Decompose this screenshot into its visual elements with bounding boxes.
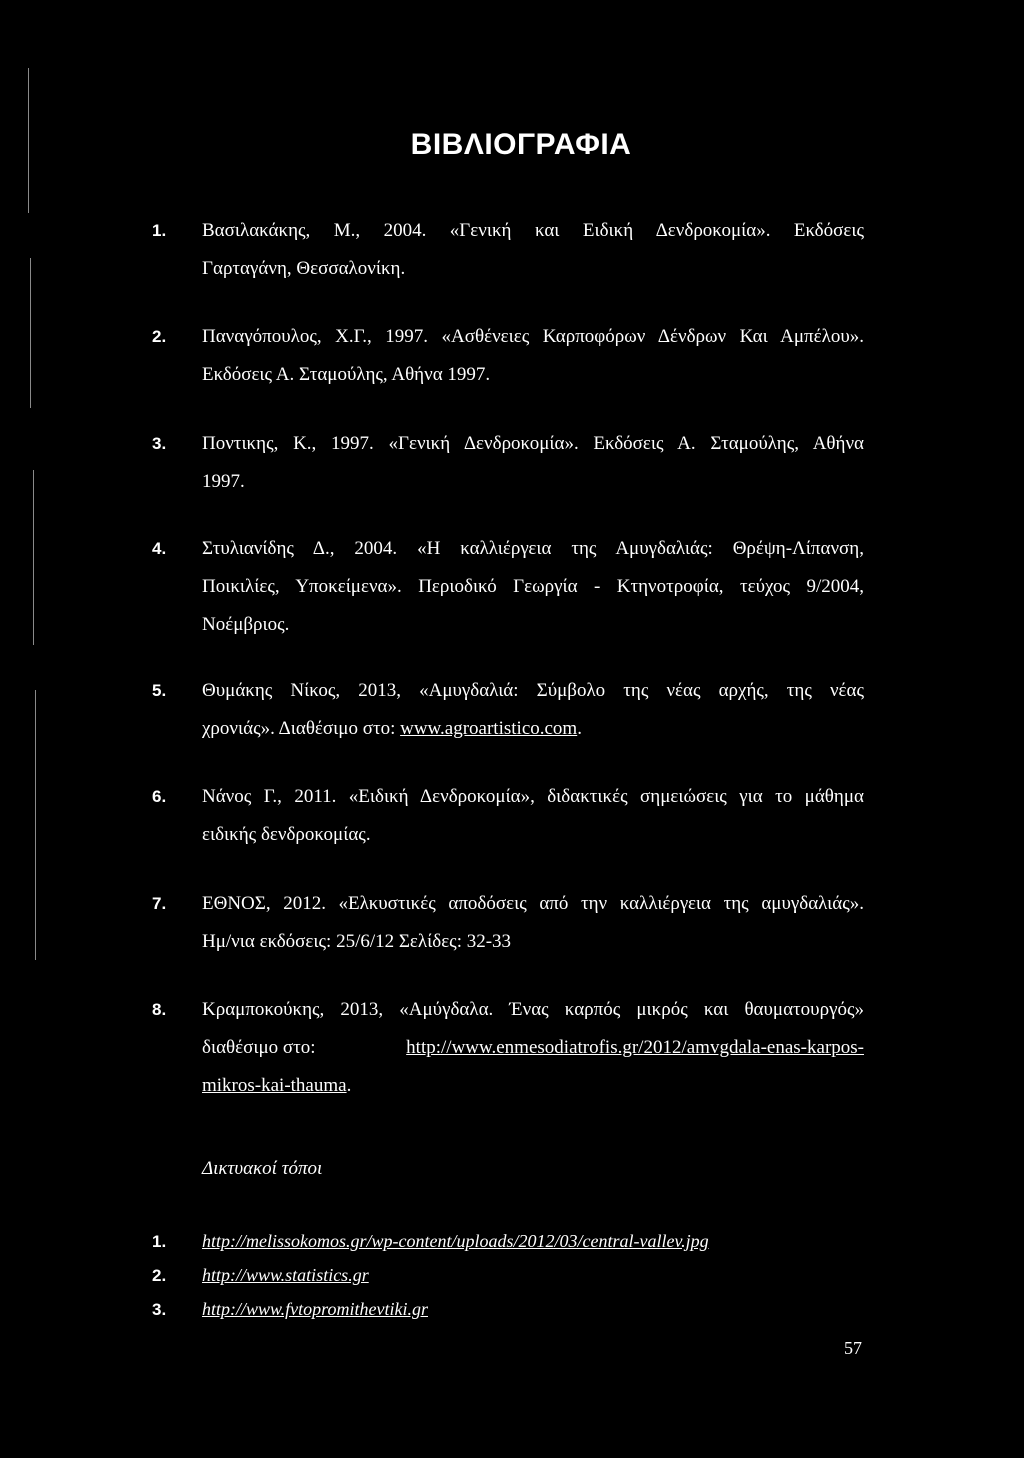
reference-text-line: Παναγόπουλος, Χ.Γ., 1997. «Ασθένειες Καρποφόρων Δένδρων Και Αμπέλου».	[202, 326, 864, 347]
reference-item	[152, 214, 864, 285]
reference-text-line: Ποντικης, Κ., 1997. «Γενική Δενδροκομία». Εκδόσεις Α. Σταμούλης, Αθήνα	[202, 433, 864, 454]
reference-text-line: Εκδόσεις Α. Σταμούλης, Αθήνα 1997.	[202, 364, 491, 385]
reference-item	[152, 427, 864, 498]
reference-text-line: Στυλιανίδης Δ., 2004. «Η καλλιέργεια της Αμυγδαλιάς: Θρέψη-Λίπανση,	[202, 538, 864, 559]
reference-text-line	[152, 1069, 864, 1102]
website-link[interactable]: http://www.fvtopromithevtiki.gr	[202, 1299, 428, 1319]
reference-number: 1.	[152, 221, 167, 240]
reference-text-line	[152, 1031, 864, 1064]
reference-text-line: Νάνος Γ., 2011. «Ειδική Δενδροκομία», διδακτικές σημειώσεις για το μάθημα	[202, 786, 864, 807]
scan-edge-line	[30, 258, 31, 408]
page-number: 57	[844, 1338, 862, 1358]
reference-number: 2.	[152, 327, 167, 346]
reference-link[interactable]: www.agroartistico.com	[400, 718, 578, 739]
reference-text-line	[152, 712, 864, 745]
reference-text-line: Γαρταγάνη, Θεσσαλονίκη.	[202, 258, 406, 279]
websites-heading: Δικτυακοί τόποι	[202, 1158, 323, 1179]
reference-text: χρονιάς». Διαθέσιμο στο:	[202, 718, 396, 739]
website-number: 2.	[152, 1266, 167, 1285]
reference-link[interactable]: mikros-kai-thauma	[202, 1075, 347, 1096]
reference-text-line: Κραμποκούκης, 2013, «Αμύγδαλα. Ένας καρπός μικρός και θαυματουργός»	[202, 999, 864, 1020]
reference-text-line: Βασιλακάκης, Μ., 2004. «Γενική και Ειδική Δενδροκομία». Εκδόσεις	[202, 220, 864, 241]
reference-item	[152, 780, 864, 851]
reference-number: 8.	[152, 1000, 167, 1019]
reference-text-line: 1997.	[202, 471, 245, 492]
reference-item	[152, 320, 864, 391]
reference-text-line: Νοέμβριος.	[202, 614, 290, 635]
reference-link[interactable]: http://www.enmesodiatrofis.gr/2012/amvgdala-enas-karpos-	[406, 1037, 864, 1058]
reference-text-line: ΕΘΝΟΣ, 2012. «Ελκυστικές αποδόσεις από την καλλιέργεια της αμυγδαλιάς».	[202, 893, 864, 914]
reference-text-line: Θυμάκης Νίκος, 2013, «Αμυγδαλιά: Σύμβολο της νέας αρχής, της νέας	[202, 680, 864, 701]
reference-text-line: ειδικής δενδροκομίας.	[202, 824, 371, 845]
reference-number: 3.	[152, 434, 167, 453]
reference-link-suffix: .	[346, 1075, 352, 1096]
website-item	[152, 1228, 709, 1255]
reference-item	[152, 887, 864, 958]
website-item	[152, 1262, 369, 1289]
reference-text-line: Ημ/νια εκδόσεις: 25/6/12 Σελίδες: 32-33	[202, 931, 512, 952]
reference-number: 4.	[152, 539, 167, 558]
reference-item	[152, 532, 864, 641]
reference-text: διαθέσιμο στο:	[202, 1037, 316, 1058]
page-title: ΒΙΒΛΙΟΓΡΑΦΙΑ	[410, 128, 632, 161]
scan-edge-line	[35, 690, 36, 960]
website-link[interactable]: http://www.statistics.gr	[202, 1265, 369, 1285]
website-number: 1.	[152, 1232, 167, 1251]
scan-edge-line	[33, 470, 34, 645]
reference-text-line: Ποικιλίες, Υποκείμενα». Περιοδικό Γεωργία - Κτηνοτροφία, τεύχος 9/2004,	[202, 576, 864, 597]
reference-link-suffix: .	[577, 718, 582, 739]
reference-item	[152, 993, 864, 1102]
reference-number: 7.	[152, 894, 167, 913]
reference-number: 5.	[152, 681, 167, 700]
reference-number: 6.	[152, 787, 167, 806]
website-link[interactable]: http://melissokomos.gr/wp-content/uploads/2012/03/central-vallev.jpg	[202, 1231, 709, 1251]
website-item	[152, 1296, 428, 1323]
website-number: 3.	[152, 1300, 167, 1319]
reference-item	[152, 674, 864, 745]
